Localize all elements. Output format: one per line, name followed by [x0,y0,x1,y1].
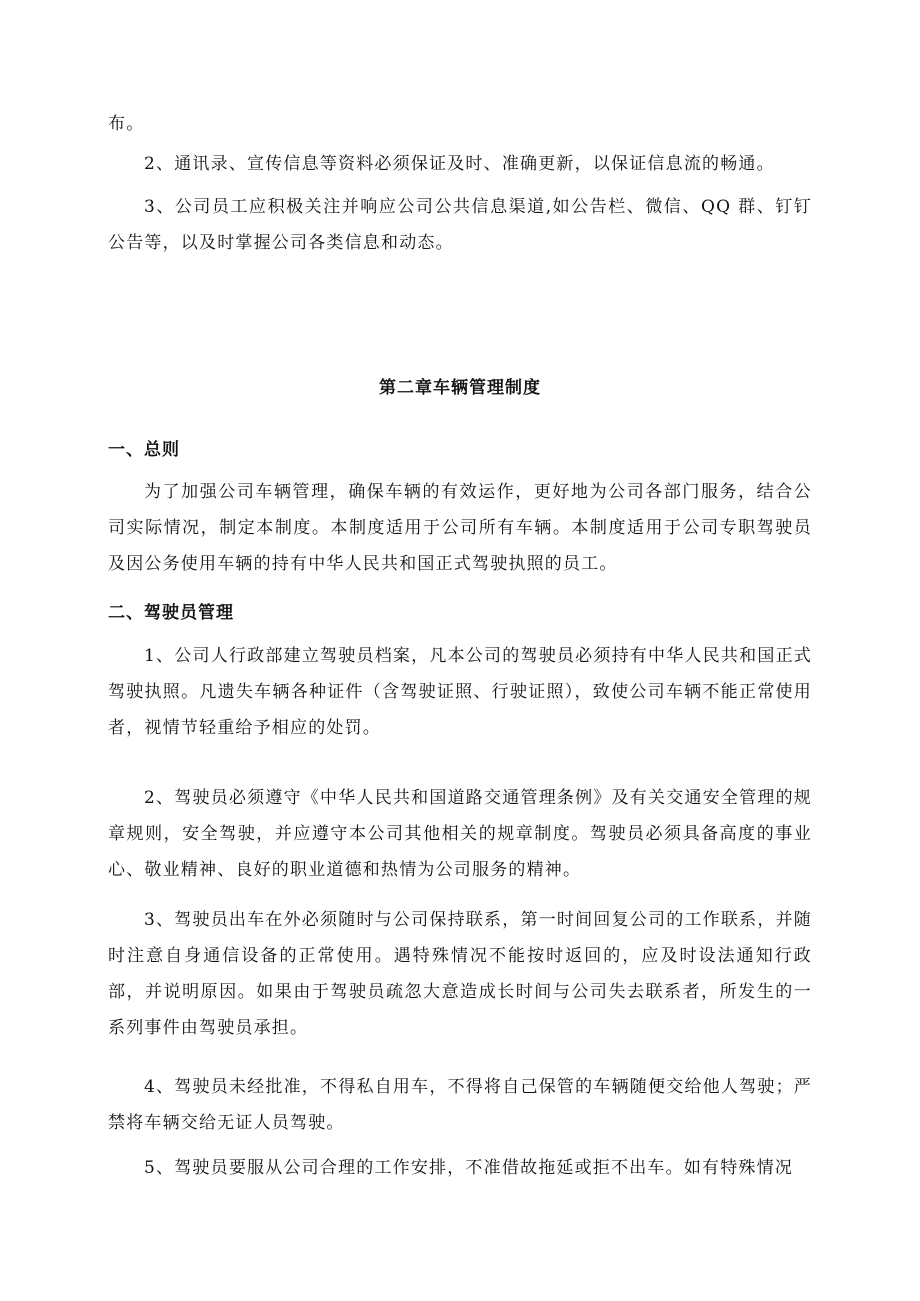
paragraph-drivers-item-3: 3、驾驶员出车在外必须随时与公司保持联系，第一时间回复公司的工作联系，并随时注意自身通信设备的正常使用。遇特殊情况不能按时返回的，应及时设法通知行政部，并说明原因。如果由于驾驶员疏忽大意造成长时间与公司失去联系者，所发生的一系列事件由驾驶员承担。 [108,910,812,1038]
chapter-title: 第二章车辆管理制度 [379,378,541,398]
paragraph-item-3-public-channels: 3、公司员工应积极关注并响应公司公共信息渠道,如公告栏、微信、QQ 群、钉钉公告等，以及时掌握公司各类信息和动态。 [108,197,812,253]
section-heading-drivers: 二、驾驶员管理 [108,603,234,623]
paragraph-drivers-item-1: 1、公司人行政部建立驾驶员档案，凡本公司的驾驶员必须持有中华人民共和国正式驾驶执照。凡遗失车辆各种证件（含驾驶证照、行驶证照），致使公司车辆不能正常使用者，视情节轻重给予相应的处罚。 [108,646,812,738]
paragraph-item-2-communication: 2、通讯录、宣传信息等资料必须保证及时、准确更新，以保证信息流的畅通。 [144,154,775,174]
paragraph-drivers-item-2: 2、驾驶员必须遵守《中华人民共和国道路交通管理条例》及有关交通安全管理的规章规则，安全驾驶，并应遵守本公司其他相关的规章制度。驾驶员必须具备高度的事业心、敬业精神、良好的职业道德和热情为公司服务的精神。 [108,788,812,880]
paragraph-general-body: 为了加强公司车辆管理，确保车辆的有效运作，更好地为公司各部门服务，结合公司实际情况，制定本制度。本制度适用于公司所有车辆。本制度适用于公司专职驾驶员及因公务使用车辆的持有中华人民共和国正式驾驶执照的员工。 [108,482,812,574]
section-heading-general: 一、总则 [108,440,180,460]
paragraph-continuation-tail: 布。 [108,114,145,134]
paragraph-drivers-item-4: 4、驾驶员未经批准，不得私自用车，不得将自己保管的车辆随便交给他人驾驶；严禁将车辆交给无证人员驾驶。 [108,1077,812,1133]
paragraph-drivers-item-5: 5、驾驶员要服从公司合理的工作安排，不准借故拖延或拒不出车。如有特殊情况 [144,1158,794,1178]
